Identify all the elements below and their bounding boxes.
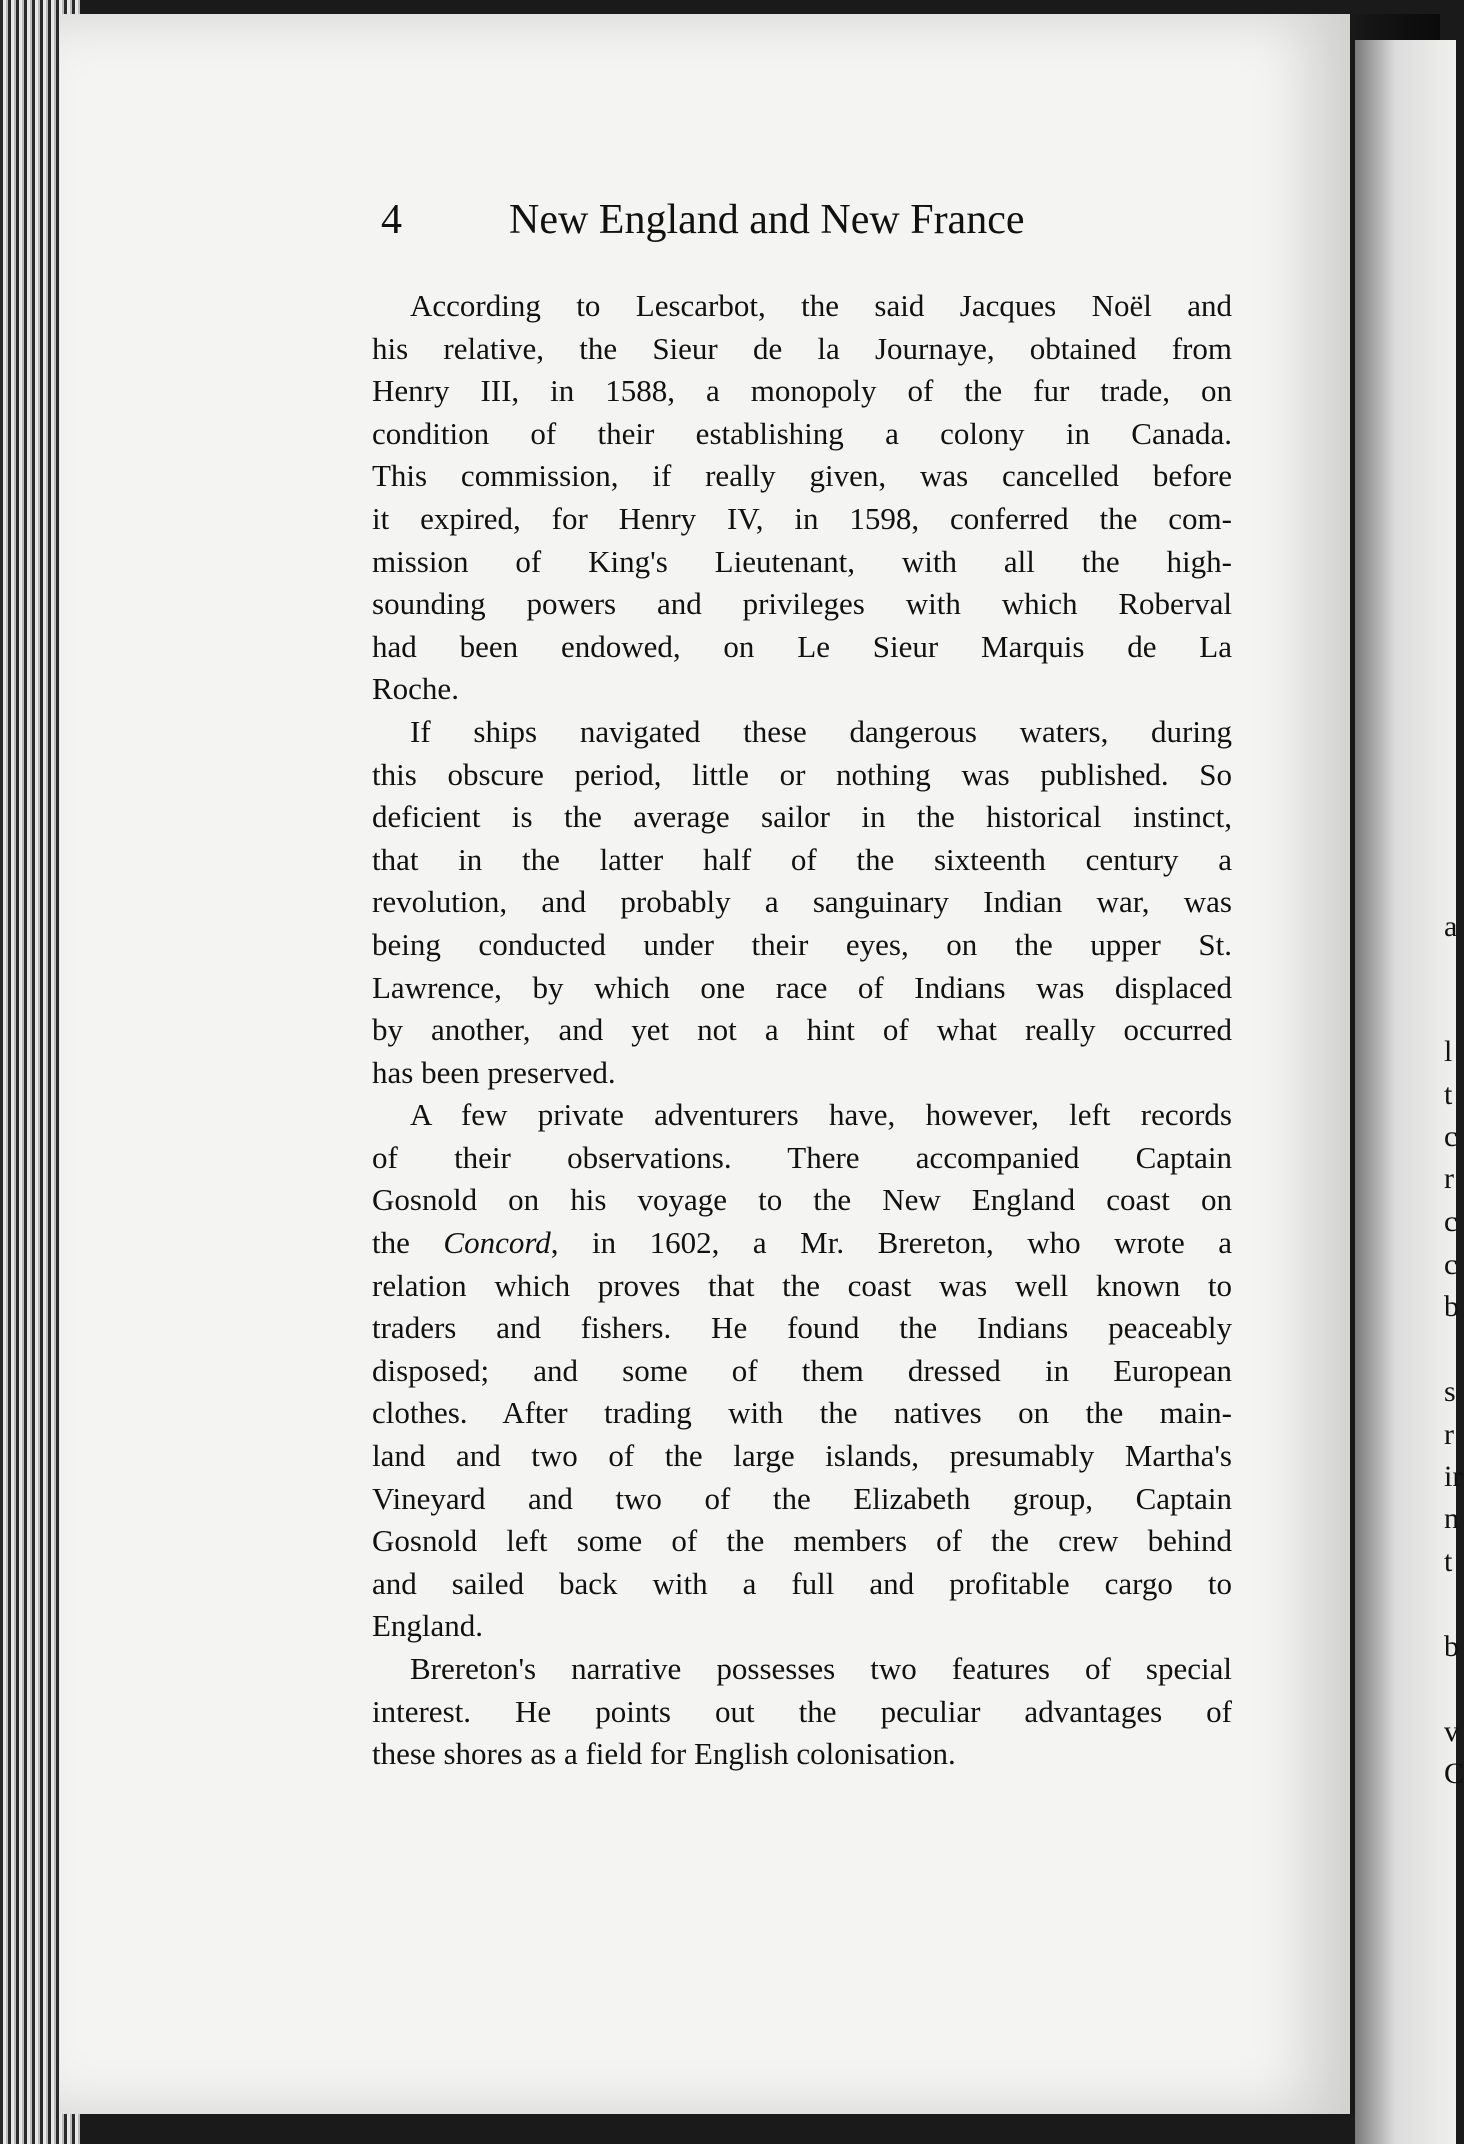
facing-letter: n (1444, 1502, 1459, 1535)
running-head (381, 196, 1141, 256)
running-head-title: New England and New France (509, 197, 1025, 243)
paragraph (372, 1648, 1232, 1776)
text-line: disposed; and some of them dressed in European (372, 1352, 1232, 1388)
text-line: Henry III, in 1588, a monopoly of the fur trade, on (372, 373, 1232, 409)
text-line: of their observations. There accompanied Captain (372, 1139, 1232, 1175)
text-line: the Concord, in 1602, a Mr. Brereton, who wrote a (372, 1225, 1233, 1261)
text-line: being conducted under their eyes, on the upper St. (372, 926, 1232, 962)
text-line: This commission, if really given, was cancelled before (372, 458, 1232, 494)
facing-letter: ir (1444, 1460, 1463, 1493)
text-line: Gosnold left some of the members of the crew behind (372, 1523, 1232, 1559)
facing-letter: C (1444, 1757, 1464, 1790)
body-text (372, 285, 1232, 1776)
facing-letter: c (1444, 1205, 1458, 1238)
facing-letter: c (1444, 1248, 1458, 1281)
text-line: Gosnold on his voyage to the New England coast on (372, 1182, 1232, 1218)
facing-letter: s (1444, 1375, 1456, 1408)
text-line: If ships navigated these dangerous waters, during (410, 713, 1232, 749)
text-line: his relative, the Sieur de la Journaye, obtained from (372, 330, 1232, 366)
text-line: Lawrence, by which one race of Indians was displaced (372, 969, 1232, 1005)
text-line: that in the latter half of the sixteenth century a (372, 841, 1232, 877)
text-line: by another, and yet not a hint of what really occurred (372, 1012, 1232, 1048)
text-line: traders and fishers. He found the Indians peaceably (372, 1310, 1232, 1346)
text-line: relation which proves that the coast was well known to (372, 1267, 1232, 1303)
text-line: condition of their establishing a colony in Canada. (372, 415, 1232, 451)
facing-letter: c (1444, 1120, 1458, 1153)
text-line: sounding powers and privileges with which Roberval (372, 586, 1232, 622)
page-number: 4 (381, 197, 402, 243)
facing-page-text-fragments (1444, 0, 1464, 2144)
text-line: Vineyard and two of the Elizabeth group, Captain (372, 1480, 1232, 1516)
facing-letter: v (1444, 1715, 1459, 1748)
facing-page (1355, 40, 1456, 2144)
text-line: these shores as a field for English colonisation. (372, 1736, 956, 1772)
text-line: Roche. (372, 671, 459, 707)
text-line: According to Lescarbot, the said Jacques Noël and (410, 288, 1232, 323)
text-line: land and two of the large islands, presumably Martha's (372, 1438, 1232, 1474)
facing-letter: a (1444, 910, 1458, 943)
text-line: interest. He points out the peculiar advantages of (372, 1693, 1232, 1729)
text-line: deficient is the average sailor in the historical instinct, (372, 799, 1232, 835)
text-line: has been preserved. (372, 1054, 616, 1090)
facing-letter: r (1444, 1162, 1454, 1195)
text-line: A few private adventurers have, however, left records (410, 1097, 1232, 1133)
text-line: it expired, for Henry IV, in 1598, conferred the com- (372, 500, 1232, 536)
text-line: and sailed back with a full and profitable cargo to (372, 1565, 1232, 1601)
facing-letter: b (1444, 1630, 1459, 1663)
text-line: clothes. After trading with the natives on the main- (372, 1395, 1232, 1431)
facing-letter: r (1444, 1418, 1454, 1451)
paragraph (372, 285, 1232, 711)
text-line: Brereton's narrative possesses two features of special (410, 1651, 1232, 1686)
ship-name: Concord (443, 1225, 551, 1261)
facing-letter: t (1444, 1545, 1453, 1578)
facing-letter: l (1444, 1035, 1453, 1068)
facing-letter: t (1444, 1078, 1453, 1111)
text-line: mission of King's Lieutenant, with all the high- (372, 543, 1232, 579)
text-line: had been endowed, on Le Sieur Marquis de La (372, 628, 1232, 664)
facing-letter: b (1444, 1290, 1459, 1323)
text-line: England. (372, 1608, 484, 1644)
paragraph (372, 1094, 1232, 1648)
text-line: this obscure period, little or nothing was published. So (372, 756, 1232, 792)
paragraph (372, 711, 1232, 1094)
text-line: revolution, and probably a sanguinary Indian war, was (372, 884, 1232, 920)
